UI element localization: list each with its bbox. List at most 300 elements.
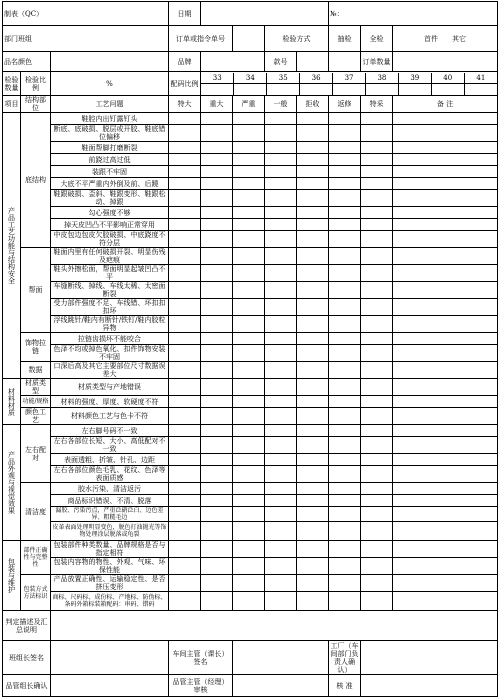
form-row bbox=[3, 495, 498, 507]
grade-check-cell[interactable] bbox=[265, 408, 297, 425]
grade-check-cell[interactable] bbox=[329, 154, 361, 166]
grade-check-cell[interactable] bbox=[169, 575, 201, 592]
grade-check-cell[interactable] bbox=[361, 154, 393, 166]
grade-check-cell[interactable] bbox=[169, 437, 201, 454]
grade-check-cell[interactable] bbox=[201, 362, 233, 379]
grade-check-cell[interactable] bbox=[201, 541, 233, 558]
grade-check-cell[interactable] bbox=[297, 396, 329, 408]
grade-check-cell[interactable] bbox=[169, 396, 201, 408]
grade-check-cell[interactable] bbox=[361, 142, 393, 154]
grade-check-cell[interactable] bbox=[393, 248, 498, 265]
grade-check-cell[interactable] bbox=[393, 316, 498, 333]
grade-check-cell[interactable] bbox=[265, 454, 297, 466]
grade-check-cell[interactable] bbox=[393, 178, 498, 190]
grade-check-cell[interactable] bbox=[233, 299, 265, 316]
grade-check-cell[interactable] bbox=[169, 299, 201, 316]
grade-check-cell[interactable] bbox=[297, 248, 329, 265]
grade-check-cell[interactable] bbox=[233, 483, 265, 495]
grade-check-cell[interactable] bbox=[169, 154, 201, 166]
grade-check-cell[interactable] bbox=[233, 454, 265, 466]
grade-check-cell[interactable] bbox=[393, 299, 498, 316]
grade-check-cell[interactable] bbox=[233, 466, 265, 483]
grade-check-cell[interactable] bbox=[393, 265, 498, 282]
grade-check-cell[interactable] bbox=[233, 231, 265, 248]
grade-check-cell[interactable] bbox=[233, 178, 265, 190]
grade-check-cell[interactable] bbox=[265, 142, 297, 154]
grade-check-cell[interactable] bbox=[297, 142, 329, 154]
grade-check-cell[interactable] bbox=[393, 396, 498, 408]
grade-check-cell[interactable] bbox=[233, 113, 265, 125]
grade-check-cell[interactable] bbox=[361, 178, 393, 190]
grade-check-cell[interactable] bbox=[265, 541, 297, 558]
grade-check-cell[interactable] bbox=[393, 362, 498, 379]
grade-check-cell[interactable] bbox=[361, 558, 393, 575]
grade-check-cell[interactable] bbox=[201, 190, 233, 207]
grade-check-cell[interactable] bbox=[201, 483, 233, 495]
grade-check-cell[interactable] bbox=[393, 408, 498, 425]
grade-check-cell[interactable] bbox=[329, 219, 361, 231]
grade-check-cell[interactable] bbox=[329, 178, 361, 190]
grade-check-cell[interactable] bbox=[233, 362, 265, 379]
team-leader-label: 班组长签名 bbox=[3, 641, 51, 675]
grade-check-cell[interactable] bbox=[297, 154, 329, 166]
grade-check-cell[interactable] bbox=[233, 248, 265, 265]
grade-check-cell[interactable] bbox=[329, 495, 361, 507]
grade-check-cell[interactable] bbox=[201, 154, 233, 166]
qc-manager-signature[interactable] bbox=[233, 675, 329, 697]
ratio-percent[interactable]: % bbox=[51, 72, 169, 96]
grade-check-cell[interactable] bbox=[201, 495, 233, 507]
grade-check-cell[interactable] bbox=[201, 575, 233, 592]
grade-check-cell[interactable] bbox=[329, 379, 361, 396]
grade-check-cell[interactable] bbox=[297, 178, 329, 190]
grade-check-cell[interactable] bbox=[361, 282, 393, 299]
grade-check-cell[interactable] bbox=[169, 507, 201, 522]
grade-check-cell[interactable] bbox=[233, 379, 265, 396]
grade-check-cell[interactable] bbox=[329, 207, 361, 219]
grade-check-cell[interactable] bbox=[329, 483, 361, 495]
size-qty-field[interactable] bbox=[234, 84, 267, 95]
grade-check-cell[interactable] bbox=[265, 396, 297, 408]
grade-check-cell[interactable] bbox=[169, 207, 201, 219]
grade-check-cell[interactable] bbox=[361, 507, 393, 522]
grade-check-cell[interactable] bbox=[393, 507, 498, 522]
grade-check-cell[interactable] bbox=[329, 113, 361, 125]
grade-check-cell[interactable] bbox=[393, 454, 498, 466]
grade-check-cell[interactable] bbox=[297, 379, 329, 396]
grade-check-cell[interactable] bbox=[169, 178, 201, 190]
grade-check-cell[interactable] bbox=[297, 190, 329, 207]
grade-check-cell[interactable] bbox=[169, 425, 201, 437]
grade-check-cell[interactable] bbox=[361, 333, 393, 345]
grade-check-cell[interactable] bbox=[201, 113, 233, 125]
grade-check-cell[interactable] bbox=[297, 466, 329, 483]
grade-check-cell[interactable] bbox=[265, 575, 297, 592]
grade-check-cell[interactable] bbox=[361, 166, 393, 178]
grade-check-cell[interactable] bbox=[393, 425, 498, 437]
grade-check-cell[interactable] bbox=[265, 207, 297, 219]
grade-check-cell[interactable] bbox=[297, 495, 329, 507]
grade-check-cell[interactable] bbox=[329, 396, 361, 408]
grade-check-cell[interactable] bbox=[329, 190, 361, 207]
grade-check-cell[interactable] bbox=[329, 575, 361, 592]
grade-check-cell[interactable] bbox=[169, 282, 201, 299]
grade-check-cell[interactable] bbox=[169, 522, 201, 541]
grade-check-cell[interactable] bbox=[329, 454, 361, 466]
size-qty-field[interactable] bbox=[333, 84, 366, 95]
grade-check-cell[interactable] bbox=[393, 125, 498, 142]
grade-check-cell[interactable] bbox=[329, 425, 361, 437]
grade-check-cell[interactable] bbox=[393, 522, 498, 541]
grade-check-cell[interactable] bbox=[393, 113, 498, 125]
grade-check-cell[interactable] bbox=[297, 166, 329, 178]
qc-leader-signature[interactable] bbox=[51, 675, 169, 697]
team-leader-signature[interactable] bbox=[51, 641, 169, 675]
grade-check-cell[interactable] bbox=[361, 408, 393, 425]
grade-check-cell[interactable] bbox=[297, 299, 329, 316]
grade-check-cell[interactable] bbox=[265, 483, 297, 495]
grade-check-cell[interactable] bbox=[265, 166, 297, 178]
grade-check-cell[interactable] bbox=[329, 316, 361, 333]
grade-check-cell[interactable] bbox=[265, 248, 297, 265]
grade-check-cell[interactable] bbox=[201, 166, 233, 178]
grade-check-cell[interactable] bbox=[169, 592, 201, 611]
grade-check-cell[interactable] bbox=[361, 454, 393, 466]
grade-check-cell[interactable] bbox=[361, 248, 393, 265]
grade-check-cell[interactable] bbox=[265, 125, 297, 142]
grade-check-cell[interactable] bbox=[297, 408, 329, 425]
full-option[interactable]: 全检 bbox=[361, 26, 393, 52]
factory-confirm-field[interactable] bbox=[361, 641, 498, 675]
size-qty-field[interactable] bbox=[300, 84, 333, 95]
grade-check-cell[interactable] bbox=[361, 362, 393, 379]
grade-check-cell[interactable] bbox=[265, 345, 297, 362]
grade-check-cell[interactable] bbox=[361, 231, 393, 248]
grade-check-cell[interactable] bbox=[297, 425, 329, 437]
order-no-field[interactable] bbox=[233, 26, 265, 52]
grade-check-cell[interactable] bbox=[201, 396, 233, 408]
grade-check-cell[interactable] bbox=[361, 522, 393, 541]
grade-check-cell[interactable] bbox=[297, 265, 329, 282]
brand-label: 品牌 bbox=[169, 52, 201, 72]
grade-check-cell[interactable] bbox=[201, 231, 233, 248]
grade-check-cell[interactable] bbox=[265, 265, 297, 282]
grade-check-cell[interactable] bbox=[393, 558, 498, 575]
grade-check-cell[interactable] bbox=[233, 507, 265, 522]
grade-check-cell[interactable] bbox=[329, 408, 361, 425]
grade-check-cell[interactable] bbox=[233, 396, 265, 408]
grade-check-cell[interactable] bbox=[169, 190, 201, 207]
grade-check-cell[interactable] bbox=[329, 166, 361, 178]
color-field[interactable] bbox=[51, 52, 169, 72]
grade-check-cell[interactable] bbox=[169, 379, 201, 396]
grade-check-cell[interactable] bbox=[201, 333, 233, 345]
grade-check-cell[interactable] bbox=[233, 282, 265, 299]
grade-check-cell[interactable] bbox=[265, 362, 297, 379]
first-option[interactable]: 首件 bbox=[424, 34, 439, 43]
grade-check-cell[interactable] bbox=[233, 541, 265, 558]
grade-check-cell[interactable] bbox=[361, 207, 393, 219]
style-field-extra[interactable] bbox=[329, 52, 361, 72]
grade-check-cell[interactable] bbox=[265, 425, 297, 437]
grade-check-cell[interactable] bbox=[329, 142, 361, 154]
grade-check-cell[interactable] bbox=[393, 190, 498, 207]
grade-check-cell[interactable] bbox=[201, 142, 233, 154]
grade-check-cell[interactable] bbox=[169, 316, 201, 333]
grade-check-cell[interactable] bbox=[169, 125, 201, 142]
grade-check-cell[interactable] bbox=[169, 495, 201, 507]
grade-check-cell[interactable] bbox=[329, 437, 361, 454]
grade-check-cell[interactable] bbox=[297, 207, 329, 219]
grade-check-cell[interactable] bbox=[169, 558, 201, 575]
order-qty-field[interactable] bbox=[393, 52, 498, 72]
size-qty-field[interactable] bbox=[267, 84, 300, 95]
grade-check-cell[interactable] bbox=[329, 248, 361, 265]
grade-check-cell[interactable] bbox=[329, 507, 361, 522]
grade-check-cell[interactable] bbox=[393, 592, 498, 611]
grade-check-cell[interactable] bbox=[201, 299, 233, 316]
grade-check-cell[interactable] bbox=[297, 345, 329, 362]
form-row bbox=[3, 248, 498, 265]
grade-check-cell[interactable] bbox=[361, 265, 393, 282]
grade-check-cell[interactable] bbox=[169, 333, 201, 345]
grade-check-cell[interactable] bbox=[201, 592, 233, 611]
grade-check-cell[interactable] bbox=[233, 142, 265, 154]
grade-check-cell[interactable] bbox=[329, 558, 361, 575]
grade-check-cell[interactable] bbox=[201, 522, 233, 541]
date-field[interactable] bbox=[201, 2, 329, 26]
grade-check-cell[interactable] bbox=[361, 316, 393, 333]
grade-check-cell[interactable] bbox=[265, 507, 297, 522]
grade-check-cell[interactable] bbox=[361, 575, 393, 592]
approve-field[interactable] bbox=[361, 675, 498, 697]
other-option[interactable]: 其它 bbox=[452, 34, 467, 43]
grade-check-cell[interactable] bbox=[201, 178, 233, 190]
grade-check-cell[interactable] bbox=[297, 125, 329, 142]
grade-check-cell[interactable] bbox=[201, 437, 233, 454]
grade-check-cell[interactable] bbox=[361, 113, 393, 125]
grade-check-cell[interactable] bbox=[201, 219, 233, 231]
size-qty-field[interactable] bbox=[464, 84, 497, 95]
grade-check-cell[interactable] bbox=[265, 299, 297, 316]
grade-check-cell[interactable] bbox=[393, 333, 498, 345]
order-qty-label: 订单数量 bbox=[361, 52, 393, 72]
grade-check-cell[interactable] bbox=[233, 316, 265, 333]
grade-check-cell[interactable] bbox=[329, 522, 361, 541]
grade-check-cell[interactable] bbox=[329, 125, 361, 142]
structure-part: 底结构 bbox=[21, 113, 51, 248]
grade-check-cell[interactable] bbox=[201, 248, 233, 265]
grade-check-cell[interactable] bbox=[233, 166, 265, 178]
grade-check-cell[interactable] bbox=[201, 454, 233, 466]
grade-check-cell[interactable] bbox=[393, 495, 498, 507]
grade-check-cell[interactable] bbox=[233, 425, 265, 437]
grade-check-cell[interactable] bbox=[169, 166, 201, 178]
grade-check-cell[interactable] bbox=[361, 219, 393, 231]
grade-check-cell[interactable] bbox=[361, 345, 393, 362]
judge-summary-field[interactable] bbox=[51, 611, 498, 641]
grade-check-cell[interactable] bbox=[233, 333, 265, 345]
grade-check-cell[interactable] bbox=[393, 282, 498, 299]
grade-check-cell[interactable] bbox=[265, 558, 297, 575]
grade-check-cell[interactable] bbox=[265, 178, 297, 190]
grade-check-cell[interactable] bbox=[233, 437, 265, 454]
grade-check-cell[interactable] bbox=[265, 154, 297, 166]
grade-check-cell[interactable] bbox=[233, 522, 265, 541]
brand-field[interactable] bbox=[201, 52, 265, 72]
grade-check-cell[interactable] bbox=[329, 231, 361, 248]
grade-check-cell[interactable] bbox=[361, 437, 393, 454]
grade-check-cell[interactable] bbox=[361, 495, 393, 507]
grade-check-cell[interactable] bbox=[329, 541, 361, 558]
grade-check-cell[interactable] bbox=[329, 345, 361, 362]
grade-check-cell[interactable] bbox=[201, 345, 233, 362]
workshop-supervisor-label: 车间主管（课长）签名 bbox=[169, 641, 233, 675]
grade-check-cell[interactable] bbox=[329, 265, 361, 282]
grade-check-cell[interactable] bbox=[393, 166, 498, 178]
workshop-supervisor-signature[interactable] bbox=[233, 641, 329, 675]
grade-check-cell[interactable] bbox=[297, 522, 329, 541]
grade-check-cell[interactable] bbox=[297, 231, 329, 248]
grade-check-cell[interactable] bbox=[169, 466, 201, 483]
grade-check-cell[interactable] bbox=[265, 333, 297, 345]
grade-check-cell[interactable] bbox=[329, 299, 361, 316]
grade-check-cell[interactable] bbox=[297, 437, 329, 454]
grade-check-cell[interactable] bbox=[201, 507, 233, 522]
grade-check-cell[interactable] bbox=[393, 142, 498, 154]
size-qty-field[interactable] bbox=[431, 84, 464, 95]
grade-check-cell[interactable] bbox=[169, 248, 201, 265]
grade-check-cell[interactable] bbox=[233, 495, 265, 507]
grade-check-cell[interactable] bbox=[233, 154, 265, 166]
grade-check-cell[interactable] bbox=[233, 265, 265, 282]
grade-check-cell[interactable] bbox=[329, 333, 361, 345]
grade-check-cell[interactable] bbox=[393, 154, 498, 166]
grade-check-cell[interactable] bbox=[233, 190, 265, 207]
grade-check-cell[interactable] bbox=[393, 219, 498, 231]
process-issue: 鞋头外擦松面，帮面明显起皱凹凸不平 bbox=[51, 265, 169, 282]
grade-check-cell[interactable] bbox=[265, 495, 297, 507]
grade-check-cell[interactable] bbox=[265, 219, 297, 231]
grade-check-cell[interactable] bbox=[393, 437, 498, 454]
grade-check-cell[interactable] bbox=[265, 282, 297, 299]
grade-check-cell[interactable] bbox=[201, 282, 233, 299]
grade-check-cell[interactable] bbox=[297, 113, 329, 125]
grade-check-cell[interactable] bbox=[169, 142, 201, 154]
grade-check-cell[interactable] bbox=[169, 231, 201, 248]
grade-check-cell[interactable] bbox=[201, 558, 233, 575]
grade-check-cell[interactable] bbox=[233, 408, 265, 425]
grade-check-cell[interactable] bbox=[265, 190, 297, 207]
grade-check-cell[interactable] bbox=[233, 345, 265, 362]
grade-check-cell[interactable] bbox=[169, 362, 201, 379]
size-qty-field[interactable] bbox=[398, 84, 431, 95]
grade-check-cell[interactable] bbox=[265, 592, 297, 611]
grade-check-cell[interactable] bbox=[201, 316, 233, 333]
grade-check-cell[interactable] bbox=[201, 425, 233, 437]
grade-check-cell[interactable] bbox=[297, 219, 329, 231]
grade-check-cell[interactable] bbox=[361, 483, 393, 495]
grade-check-cell[interactable] bbox=[393, 466, 498, 483]
grade-check-cell[interactable] bbox=[169, 345, 201, 362]
grade-check-cell[interactable] bbox=[361, 466, 393, 483]
grade-check-cell[interactable] bbox=[169, 265, 201, 282]
sample-option[interactable]: 抽检 bbox=[329, 26, 361, 52]
grade-check-cell[interactable] bbox=[297, 454, 329, 466]
grade-check-cell[interactable] bbox=[233, 207, 265, 219]
grade-check-cell[interactable] bbox=[297, 507, 329, 522]
grade-check-cell[interactable] bbox=[265, 437, 297, 454]
grade-check-cell[interactable] bbox=[201, 207, 233, 219]
grade-check-cell[interactable] bbox=[201, 466, 233, 483]
grade-check-cell[interactable] bbox=[361, 299, 393, 316]
grade-check-cell[interactable] bbox=[361, 190, 393, 207]
grade-check-cell[interactable] bbox=[265, 522, 297, 541]
grade-check-cell[interactable] bbox=[361, 541, 393, 558]
grade-check-cell[interactable] bbox=[233, 592, 265, 611]
grade-check-cell[interactable] bbox=[393, 575, 498, 592]
grade-check-cell[interactable] bbox=[393, 379, 498, 396]
grade-check-cell[interactable] bbox=[297, 541, 329, 558]
grade-check-cell[interactable] bbox=[201, 379, 233, 396]
grade-check-cell[interactable] bbox=[201, 125, 233, 142]
grade-check-cell[interactable] bbox=[265, 316, 297, 333]
grade-check-cell[interactable] bbox=[265, 466, 297, 483]
grade-check-cell[interactable] bbox=[297, 316, 329, 333]
grade-check-cell[interactable] bbox=[393, 231, 498, 248]
size-qty-field[interactable] bbox=[365, 84, 398, 95]
grade-check-cell[interactable] bbox=[233, 575, 265, 592]
grade-check-cell[interactable] bbox=[393, 207, 498, 219]
grade-check-cell[interactable] bbox=[169, 454, 201, 466]
grade-check-cell[interactable] bbox=[169, 541, 201, 558]
grade-check-cell[interactable] bbox=[169, 483, 201, 495]
grade-check-cell[interactable] bbox=[297, 333, 329, 345]
grade-check-cell[interactable] bbox=[233, 219, 265, 231]
grade-check-cell[interactable] bbox=[361, 396, 393, 408]
style-field[interactable] bbox=[297, 52, 329, 72]
grade-check-cell[interactable] bbox=[169, 408, 201, 425]
grade-check-cell[interactable] bbox=[169, 113, 201, 125]
grade-check-cell[interactable] bbox=[329, 362, 361, 379]
grade-check-cell[interactable] bbox=[265, 379, 297, 396]
grade-check-cell[interactable] bbox=[297, 362, 329, 379]
grade-check-cell[interactable] bbox=[393, 345, 498, 362]
grade-check-cell[interactable] bbox=[297, 592, 329, 611]
grade-check-cell[interactable] bbox=[265, 113, 297, 125]
grade-check-cell[interactable] bbox=[265, 231, 297, 248]
grade-check-cell[interactable] bbox=[361, 425, 393, 437]
grade-check-cell[interactable] bbox=[329, 466, 361, 483]
grade-check-cell[interactable] bbox=[233, 125, 265, 142]
grade-check-cell[interactable] bbox=[329, 282, 361, 299]
grade-check-cell[interactable] bbox=[297, 483, 329, 495]
grade-check-cell[interactable] bbox=[297, 558, 329, 575]
grade-check-cell[interactable] bbox=[329, 592, 361, 611]
grade-check-cell[interactable] bbox=[361, 379, 393, 396]
grade-check-cell[interactable] bbox=[233, 558, 265, 575]
grade-check-cell[interactable] bbox=[169, 219, 201, 231]
grade-check-cell[interactable] bbox=[297, 282, 329, 299]
grade-check-cell[interactable] bbox=[361, 125, 393, 142]
grade-check-cell[interactable] bbox=[297, 575, 329, 592]
grade-check-cell[interactable] bbox=[393, 483, 498, 495]
grade-check-cell[interactable] bbox=[361, 592, 393, 611]
grade-check-cell[interactable] bbox=[393, 541, 498, 558]
size-qty-field[interactable] bbox=[201, 84, 234, 95]
grade-check-cell[interactable] bbox=[201, 408, 233, 425]
grade-check-cell[interactable] bbox=[201, 265, 233, 282]
